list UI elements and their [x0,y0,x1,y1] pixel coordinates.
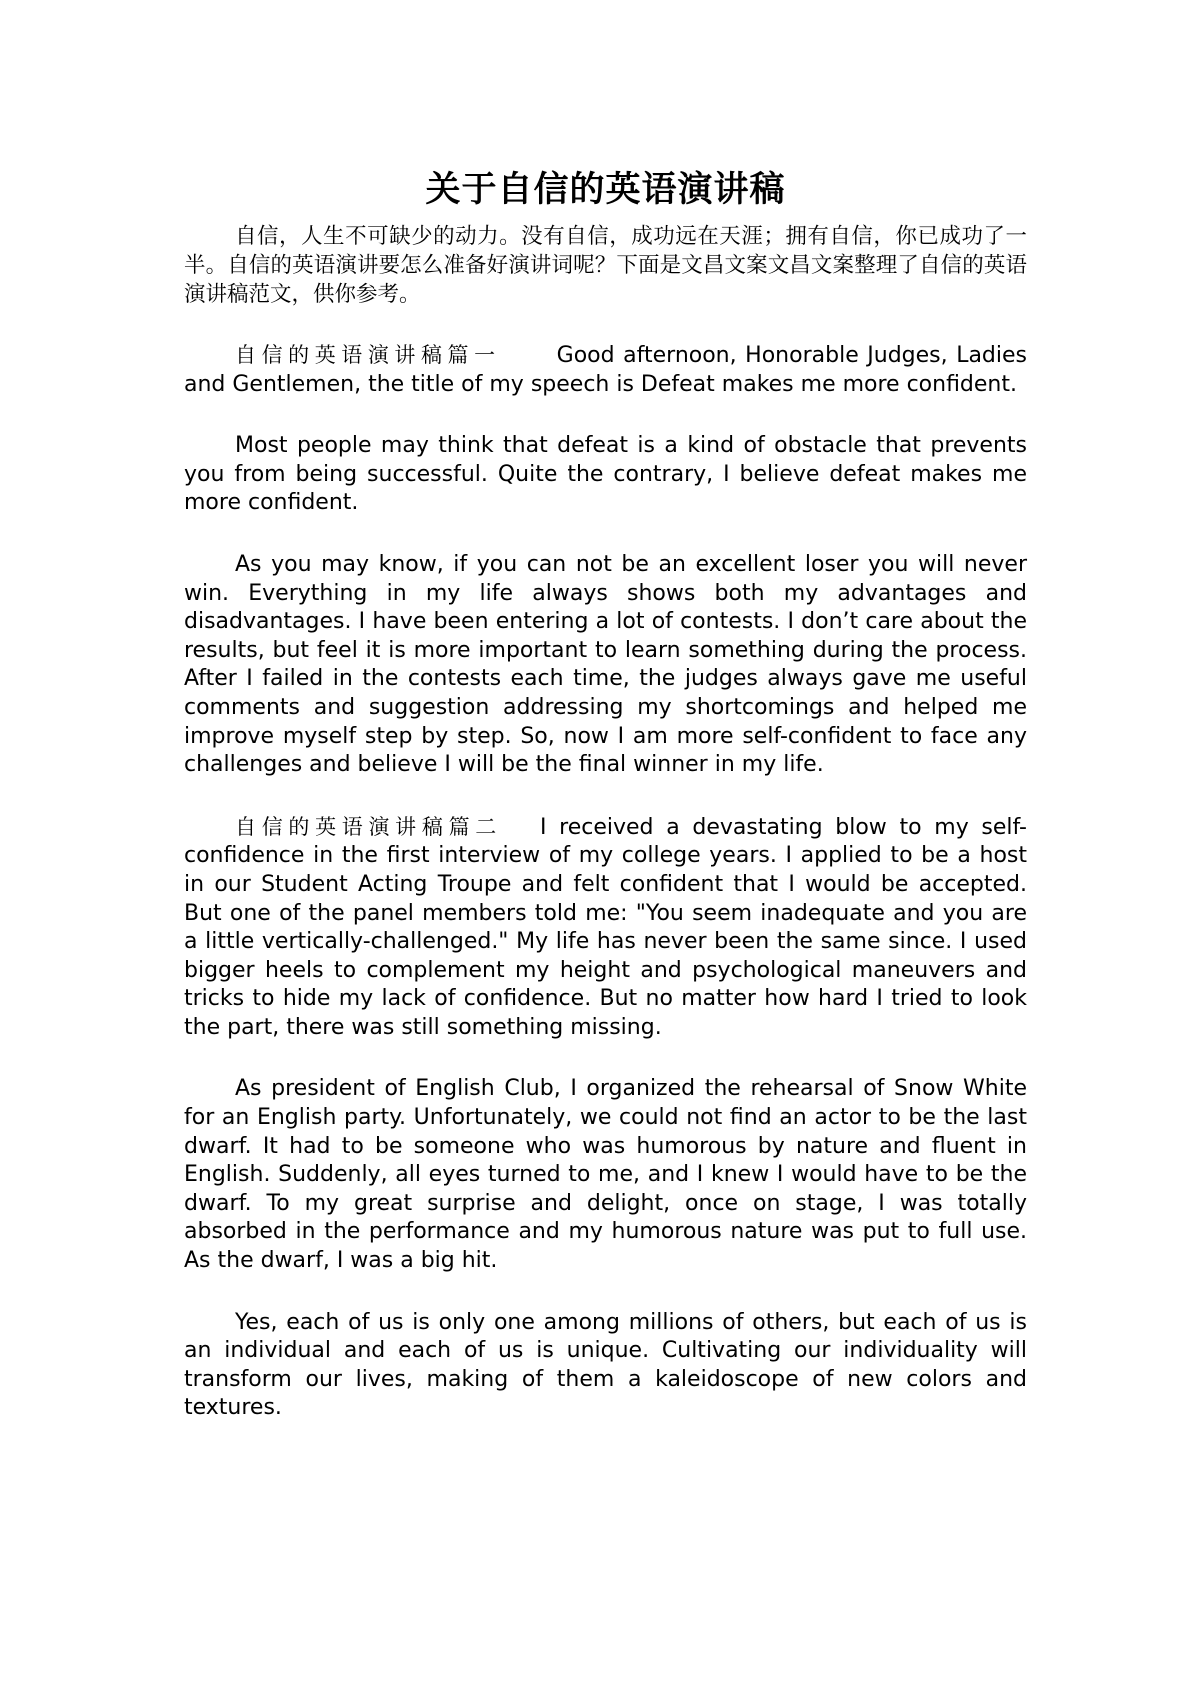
section-2-paragraph: Yes, each of us is only one among millions of others, but each of us is an individual and each of us is unique. Cultivating our individuality will transform our lives, making of them a kaleidoscope of new colors and textures. [184,1309,1027,1421]
section-2-first-paragraph [184,813,1027,1043]
section-1-first-paragraph [184,341,1027,399]
section-2-label: 自信的英语演讲稿篇二 [235,814,502,839]
section-2-first-text: I received a devastating blow to my self-confidence in the first interview of my college years. I applied to be a host in our Student Acting Troupe and felt confident that I would be accepted. But one of the panel members told me: "You seem inadequate and you are a little vertically-challenged." My life has never been the same since. I used bigger heels to complement my height and psychological maneuvers and tricks to hide my lack of confidence. But no matter how hard I tried to look the part, there was still something missing. [184,814,1027,1040]
intro-paragraph: 自信，人生不可缺少的动力。没有自信，成功远在天涯；拥有自信，你已成功了一半。自信的英语演讲要怎么准备好演讲词呢？下面是文昌文案文昌文案整理了自信的英语演讲稿范文，供你参考。 [184,224,1027,307]
section-1-paragraph: As you may know, if you can not be an excellent loser you will never win. Everything in my life always shows both my advantages and disadvantages. I have been entering a lot of contests. I don’t care about the results, but feel it is more important to learn something during the process. After I failed in the contests each time, the judges always gave me useful comments and suggestion addressing my shortcomings and helped me improve myself step by step. So, now I am more self-confident to face any challenges and believe I will be the final winner in my life. [184,551,1027,778]
section-1-first-text: Good afternoon, Honorable Judges, Ladies and Gentlemen, the title of my speech is Defeat makes me more confident. [184,343,1028,397]
document-page [184,168,1027,1423]
section-1-label: 自信的英语演讲稿篇一 [235,343,501,367]
section-2-paragraph: As president of English Club, I organized the rehearsal of Snow White for an English party. Unfortunately, we could not find an actor to be the last dwarf. It had to be someone who was humorous by nature and fluent in English. Suddenly, all eyes turned to me, and I knew I would have to be the dwarf. To my great surprise and delight, once on stage, I was totally absorbed in the performance and my humorous nature was put to full use. As the dwarf, I was a big hit. [184,1076,1027,1274]
document-title: 关于自信的英语演讲稿 [425,170,786,210]
section-1-paragraph: Most people may think that defeat is a kind of obstacle that prevents you from being successful. Quite the contrary, I believe defeat makes me more confident. [184,433,1027,516]
